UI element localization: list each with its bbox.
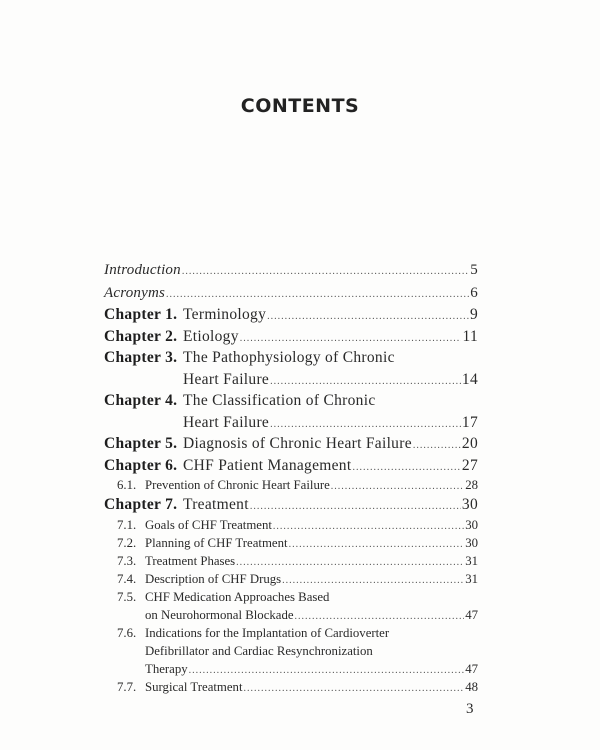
entry-page: 31	[465, 571, 478, 586]
toc-entry[interactable]	[104, 678, 478, 696]
toc-entry-line	[104, 282, 478, 305]
entry-page: 11	[462, 327, 478, 345]
toc-entry-line	[104, 494, 478, 516]
page-number: 3	[466, 701, 474, 717]
toc-entry-line	[104, 642, 478, 660]
toc-entry-line	[104, 516, 478, 534]
dot-leader	[270, 371, 461, 393]
entry-title: Introduction	[104, 262, 181, 278]
entry-title: The Classification of Chronic	[183, 392, 376, 409]
entry-label: Chapter 1.	[104, 306, 178, 323]
dot-leader	[250, 496, 461, 518]
toc-entry[interactable]	[104, 347, 478, 390]
entry-page: 48	[465, 679, 478, 694]
toc-entry[interactable]	[104, 326, 478, 348]
entry-label: Chapter 6.	[104, 456, 178, 474]
entry-title: Description of CHF Drugs	[145, 571, 282, 586]
dot-leader	[166, 284, 469, 307]
toc-entry-line	[104, 624, 478, 642]
entry-title: Treatment	[183, 496, 249, 513]
entry-title: Defibrillator and Cardiac Resynchronization	[145, 643, 373, 658]
dot-leader	[182, 261, 469, 284]
entry-page: 47	[465, 607, 478, 622]
toc-entry-line	[104, 660, 478, 678]
entry-label: Chapter 3.	[104, 349, 178, 366]
entry-title: Prevention of Chronic Heart Failure	[145, 478, 330, 492]
toc-entry-line	[104, 570, 478, 588]
toc-entry-line	[104, 433, 478, 455]
dot-leader	[240, 328, 462, 350]
entry-page: 30	[461, 496, 478, 513]
entry-label: Chapter 4.	[104, 392, 178, 409]
entry-label: 7.5.	[117, 589, 137, 604]
entry-title: The Pathophysiology of Chronic	[183, 349, 395, 366]
toc-entry[interactable]	[104, 390, 478, 433]
toc-entry[interactable]	[104, 534, 478, 552]
entry-title: Acronyms	[104, 284, 166, 301]
toc-entry[interactable]	[104, 455, 478, 477]
toc-entry[interactable]	[104, 516, 478, 534]
table-of-contents	[104, 259, 478, 696]
entry-title: Heart Failure	[183, 413, 270, 431]
entry-label: 7.7.	[117, 679, 137, 694]
entry-page: 14	[461, 370, 478, 388]
toc-entry-line	[104, 588, 478, 606]
entry-label: 6.1.	[117, 478, 137, 492]
toc-entry-line	[104, 606, 478, 624]
toc-entry-line	[104, 534, 478, 552]
entry-page: 47	[465, 661, 478, 676]
toc-entry-line	[104, 304, 478, 326]
entry-title: on Neurohormonal Blockade	[145, 607, 294, 622]
toc-entry[interactable]	[104, 433, 478, 455]
entry-label: 7.6.	[117, 625, 137, 640]
toc-entry[interactable]	[104, 282, 478, 305]
entry-title: Planning of CHF Treatment	[145, 535, 288, 550]
entry-title: Diagnosis of Chronic Heart Failure	[183, 435, 412, 452]
entry-title: Heart Failure	[183, 370, 270, 388]
toc-entry[interactable]	[104, 552, 478, 570]
toc-entry-line	[104, 347, 478, 369]
entry-label: 7.3.	[117, 553, 137, 568]
toc-entry[interactable]	[104, 304, 478, 326]
toc-entry-line	[104, 390, 478, 412]
entry-title: Treatment Phases	[145, 553, 236, 568]
entry-title: Terminology	[183, 306, 267, 323]
entry-title: CHF Patient Management	[183, 456, 352, 474]
toc-entry[interactable]	[104, 624, 478, 678]
entry-label: 7.4.	[117, 571, 137, 586]
entry-page: 20	[461, 435, 478, 452]
dot-leader	[352, 457, 460, 479]
toc-entry-line	[104, 476, 478, 494]
toc-entry[interactable]	[104, 588, 478, 624]
entry-label: Chapter 5.	[104, 435, 178, 452]
entry-page: 28	[465, 478, 478, 492]
toc-entry-line	[104, 678, 478, 696]
toc-entry[interactable]	[104, 570, 478, 588]
entry-page: 30	[465, 517, 478, 532]
toc-entry[interactable]	[104, 259, 478, 282]
toc-entry-line	[104, 259, 478, 282]
dot-leader	[267, 306, 469, 328]
entry-page: 31	[465, 553, 478, 568]
entry-page: 5	[470, 262, 478, 278]
entry-label: Chapter 2.	[104, 327, 178, 345]
toc-entry-line	[104, 326, 478, 348]
dot-leader	[244, 680, 465, 698]
dot-leader	[413, 435, 461, 457]
entry-title: Surgical Treatment	[145, 679, 243, 694]
entry-page: 9	[469, 306, 478, 323]
toc-entry-line	[104, 369, 478, 391]
entry-label: 7.2.	[117, 535, 137, 550]
entry-page: 6	[470, 284, 478, 301]
toc-entry[interactable]	[104, 494, 478, 516]
entry-page: 27	[461, 456, 478, 474]
entry-title: Indications for the Implantation of Cardioverter	[145, 625, 390, 640]
page-title: CONTENTS	[240, 95, 360, 117]
entry-label: Chapter 7.	[104, 496, 178, 513]
dot-leader	[270, 414, 461, 436]
toc-entry[interactable]	[104, 476, 478, 494]
entry-label: 7.1.	[117, 517, 137, 532]
entry-page: 30	[465, 535, 478, 550]
entry-title: Etiology	[183, 327, 239, 345]
entry-title: CHF Medication Approaches Based	[145, 589, 330, 604]
entry-title: Therapy	[145, 661, 188, 676]
toc-entry-line	[104, 412, 478, 434]
toc-entry-line	[104, 552, 478, 570]
toc-entry-line	[104, 455, 478, 477]
entry-title: Goals of CHF Treatment	[145, 517, 272, 532]
entry-page: 17	[461, 413, 478, 431]
